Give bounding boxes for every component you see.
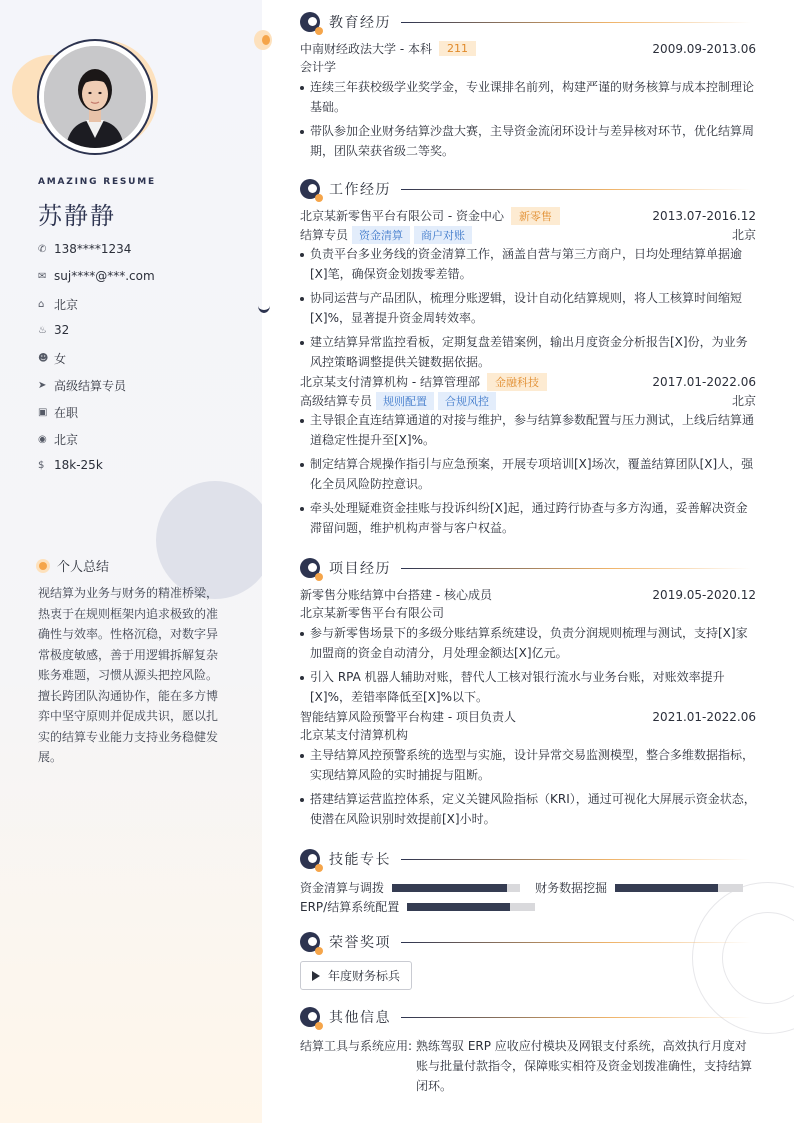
location-text: 北京 xyxy=(54,433,79,447)
job-city: 北京 xyxy=(731,228,756,242)
section-header xyxy=(300,1006,756,1028)
section-badge-icon xyxy=(300,179,320,199)
section-divider xyxy=(401,22,751,23)
skill-bar-fill xyxy=(615,884,717,892)
honors-section xyxy=(300,931,756,990)
section-title: 教育经历 xyxy=(329,15,391,31)
section-badge-icon xyxy=(300,849,320,869)
section-title: 其他信息 xyxy=(329,1010,391,1026)
send-icon: ➤ xyxy=(38,380,47,391)
company-name: 北京某支付清算机构 - 结算管理部 xyxy=(300,375,480,389)
salary-icon: $ xyxy=(38,459,45,471)
work-section xyxy=(300,178,756,542)
brand-label: AMAZING RESUME xyxy=(38,177,156,187)
decor-arc xyxy=(258,298,270,313)
project-bullets xyxy=(300,623,756,707)
project-date: 2019.05-2020.12 xyxy=(652,587,756,602)
industry-tag: 新零售 xyxy=(511,207,560,225)
list-item: 牵头处理疑难资金挂账与投诉纠纷[X]起，通过跨行协查与多方沟通，妥善解决资金滞留问题，维护机构声誉与客户权益。 xyxy=(300,498,756,538)
email-text: suj****@***.com xyxy=(54,269,155,283)
other-section xyxy=(300,1006,756,1096)
section-header xyxy=(300,11,756,33)
salary-text: 18k-25k xyxy=(54,458,103,472)
project-row xyxy=(300,585,756,604)
list-item: 连续三年获校级学业奖学金，专业课排名前列，构建严谨的财务核算与成本控制理论基础。 xyxy=(300,77,756,117)
award-badge xyxy=(300,961,412,990)
list-item: 建立结算异常监控看板，定期复盘差错案例，输出月度资金分析报告[X]份，为业务风控策略调整提供关键数据依据。 xyxy=(300,332,756,372)
section-badge-icon xyxy=(300,932,320,952)
job-date: 2013.07-2016.12 xyxy=(652,208,756,223)
section-header xyxy=(300,848,756,870)
skill-tag: 规则配置 xyxy=(376,392,434,410)
summary-heading xyxy=(36,556,109,575)
section-divider xyxy=(401,859,751,860)
industry-tag: 金融科技 xyxy=(487,373,547,391)
list-item: 引入 RPA 机器人辅助对账，替代人工核对银行流水与业务台账，对账效率提升[X]%，差错率降低至[X]%以下。 xyxy=(300,667,756,707)
skill-item xyxy=(535,879,743,896)
play-triangle-icon xyxy=(312,971,320,981)
award-name: 年度财务标兵 xyxy=(328,969,401,983)
company-name: 北京某新零售平台有限公司 - 资金中心 xyxy=(300,209,504,223)
cake-icon: ♨ xyxy=(38,324,47,336)
job-row xyxy=(300,372,756,391)
decor-dot xyxy=(254,30,272,50)
section-divider xyxy=(401,1017,751,1018)
job-role: 高级结算专员 xyxy=(300,394,373,408)
sidebar xyxy=(0,0,262,1123)
salary-row xyxy=(38,458,103,472)
list-item: 制定结算合规操作指引与应急预案，开展专项培训[X]场次，覆盖结算团队[X]人，强化全员风险防控意识。 xyxy=(300,454,756,494)
list-item: 带队参加企业财务结算沙盘大赛，主导资金流闭环设计与差异核对环节，优化结算周期，团队荣获省级二等奖。 xyxy=(300,121,756,161)
job-city: 北京 xyxy=(731,394,756,408)
skill-name: 资金清算与调拨 xyxy=(300,881,385,895)
education-row xyxy=(300,39,756,58)
skill-name: 财务数据挖掘 xyxy=(535,881,608,895)
list-item: 负责平台多业务线的资金清算工作，涵盖自营与第三方商户，日均处理结算单据逾[X]笔，确保资金划拨零差错。 xyxy=(300,244,756,284)
section-header xyxy=(300,931,756,953)
position-text: 高级结算专员 xyxy=(54,379,127,393)
section-divider xyxy=(401,189,751,190)
hometown-text: 北京 xyxy=(54,298,79,312)
projects-section xyxy=(300,557,756,833)
project-bullets xyxy=(300,745,756,829)
skills-section xyxy=(300,848,756,915)
skill-bar xyxy=(392,884,520,892)
skill-bar-fill xyxy=(407,903,509,911)
section-header xyxy=(300,557,756,579)
age-row xyxy=(38,323,69,337)
gender-icon: ☻ xyxy=(38,353,49,364)
list-item: 主导结算风控预警系统的选型与实施，设计异常交易监测模型，整合多维数据指标，实现结算风险的实时捕捉与阻断。 xyxy=(300,745,756,785)
list-item: 协同运营与产品团队，梳理分账逻辑，设计自动化结算规则，将人工核算时间缩短[X]%，显著提升资金周转效率。 xyxy=(300,288,756,328)
skill-tag: 合规风控 xyxy=(438,392,496,410)
position-row xyxy=(38,377,126,394)
job-role: 结算专员 xyxy=(300,228,349,242)
project-name: 新零售分账结算中台搭建 - 核心成员 xyxy=(300,588,492,602)
section-badge-icon xyxy=(300,1007,320,1027)
skill-bar xyxy=(615,884,743,892)
section-header xyxy=(300,178,756,200)
skill-bar xyxy=(407,903,535,911)
phone-icon: ✆ xyxy=(38,243,47,255)
job-row xyxy=(300,206,756,225)
gender-text: 女 xyxy=(54,352,67,366)
skill-tag: 资金清算 xyxy=(352,226,410,244)
section-title: 工作经历 xyxy=(329,182,391,198)
project-name: 智能结算风险预警平台构建 - 项目负责人 xyxy=(300,710,516,724)
phone-text: 138****1234 xyxy=(54,242,132,256)
location-icon: ◉ xyxy=(38,434,47,445)
section-divider xyxy=(401,942,751,943)
major: 会计学 xyxy=(300,60,337,74)
skill-item xyxy=(300,879,520,896)
hometown-row xyxy=(38,296,78,313)
email-row xyxy=(38,269,155,283)
project-row xyxy=(300,707,756,726)
job-bullets xyxy=(300,410,756,538)
briefcase-icon: ▣ xyxy=(38,407,48,418)
education-date: 2009.09-2013.06 xyxy=(652,41,756,56)
home-icon: ⌂ xyxy=(38,299,45,310)
skill-name: ERP/结算系统配置 xyxy=(300,900,400,914)
location-row xyxy=(38,431,78,448)
skill-bar-fill xyxy=(392,884,507,892)
role-row xyxy=(300,391,756,410)
section-divider xyxy=(401,568,751,569)
avatar xyxy=(44,46,146,148)
job-bullets xyxy=(300,244,756,372)
other-info-row xyxy=(300,1036,756,1096)
skill-line xyxy=(300,896,756,915)
mail-icon: ✉ xyxy=(38,270,47,282)
list-item: 参与新零售场景下的多级分账结算系统建设，负责分润规则梳理与测试，支持[X]家加盟商的资金自动清分，月处理金额达[X]亿元。 xyxy=(300,623,756,663)
school-tag: 211 xyxy=(439,41,476,56)
skill-tag: 商户对账 xyxy=(414,226,472,244)
section-title: 技能专长 xyxy=(329,852,391,868)
gender-row xyxy=(38,350,66,367)
summary-title: 个人总结 xyxy=(57,560,110,575)
avatar-frame xyxy=(37,39,153,155)
project-org: 北京某新零售平台有限公司 xyxy=(300,606,445,620)
school-name: 中南财经政法大学 - 本科 xyxy=(300,42,432,56)
job-date: 2017.01-2022.06 xyxy=(652,374,756,389)
skill-line xyxy=(300,877,756,896)
other-text: 熟练驾驭 ERP 应收应付模块及网银支付系统，高效执行月度对账与批量付款指令，保障账实相符及资金划拨准确性，支持结算闭环。 xyxy=(416,1039,753,1093)
status-text: 在职 xyxy=(54,406,79,420)
decor-circle xyxy=(156,481,262,599)
section-badge-icon xyxy=(300,558,320,578)
candidate-name: 苏静静 xyxy=(38,202,116,230)
section-badge-icon xyxy=(300,12,320,32)
status-row xyxy=(38,404,78,421)
section-title: 荣誉奖项 xyxy=(329,935,391,951)
role-row xyxy=(300,225,756,244)
avatar-portrait-icon xyxy=(44,46,146,148)
list-item: 主导银企直连结算通道的对接与维护，参与结算参数配置与压力测试，上线后结算通道稳定性提升至[X]%。 xyxy=(300,410,756,450)
phone-row xyxy=(38,242,131,256)
summary-text: 视结算为业务与财务的精准桥梁，热衷于在规则框架内追求极致的准确性与效率。性格沉稳，对数字异常极度敏感，善于用逻辑拆解复杂账务难题，习惯从源头把控风险。擅长跨团队沟通协作，能在多方博弈中坚守原则并促成共识，愿以扎实的结算专业能力支持业务稳健发展。 xyxy=(38,586,219,764)
education-section xyxy=(300,11,756,165)
section-title: 项目经历 xyxy=(329,561,391,577)
skill-item xyxy=(300,898,535,915)
project-date: 2021.01-2022.06 xyxy=(652,709,756,724)
age-text: 32 xyxy=(54,323,70,337)
list-item: 搭建结算运营监控体系，定义关键风险指标（KRI），通过可视化大屏展示资金状态，使潜在风险识别时效提前[X]小时。 xyxy=(300,789,756,829)
project-org: 北京某支付清算机构 xyxy=(300,728,409,742)
bullet-dot-icon xyxy=(39,562,47,570)
other-label: 结算工具与系统应用: xyxy=(300,1039,413,1053)
education-bullets xyxy=(300,77,756,161)
